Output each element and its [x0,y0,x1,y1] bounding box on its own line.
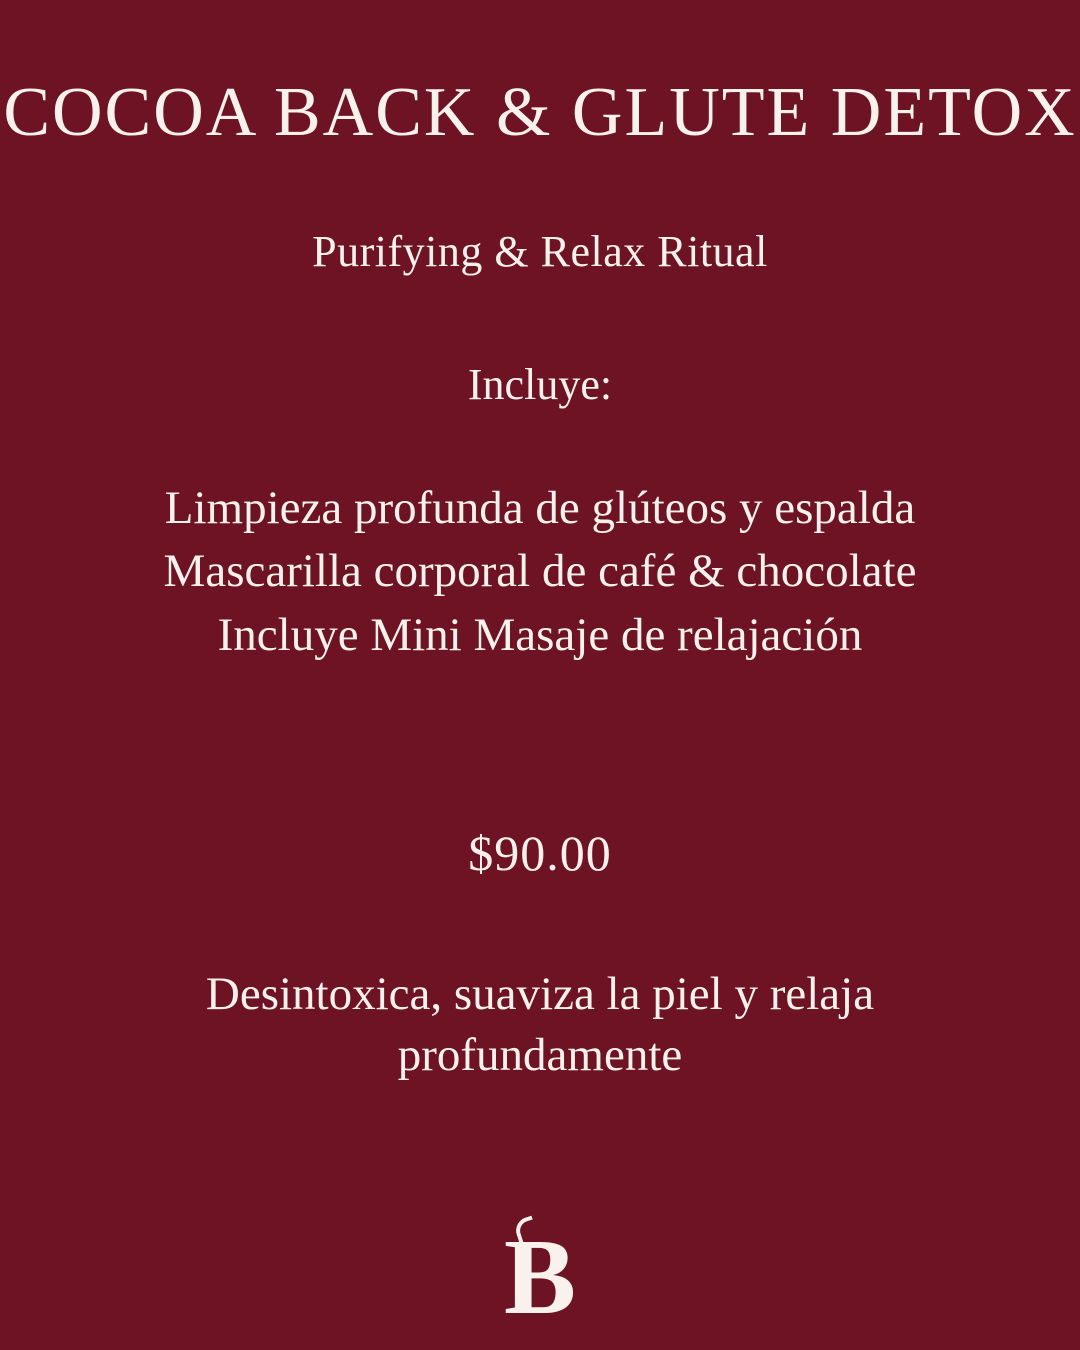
brand-logo [0,1212,1080,1337]
logo-letter: B [503,1218,577,1337]
price-value: $90.00 [468,824,612,881]
poster-subtitle: Purifying & Relax Ritual [312,227,768,276]
list-item: Incluye Mini Masaje de relajación [217,608,863,661]
page-title: COCOA BACK & GLUTE DETOX [3,74,1077,151]
tagline: Desintoxica, suaviza la piel y relaja profundamente [205,967,875,1082]
includes-label: Incluye: [467,360,613,409]
includes-list [164,480,917,664]
list-item: Mascarilla corporal de café & chocolate [163,545,917,598]
logo-mark [470,1212,610,1337]
list-item: Limpieza profunda de glúteos y espalda [164,482,916,534]
